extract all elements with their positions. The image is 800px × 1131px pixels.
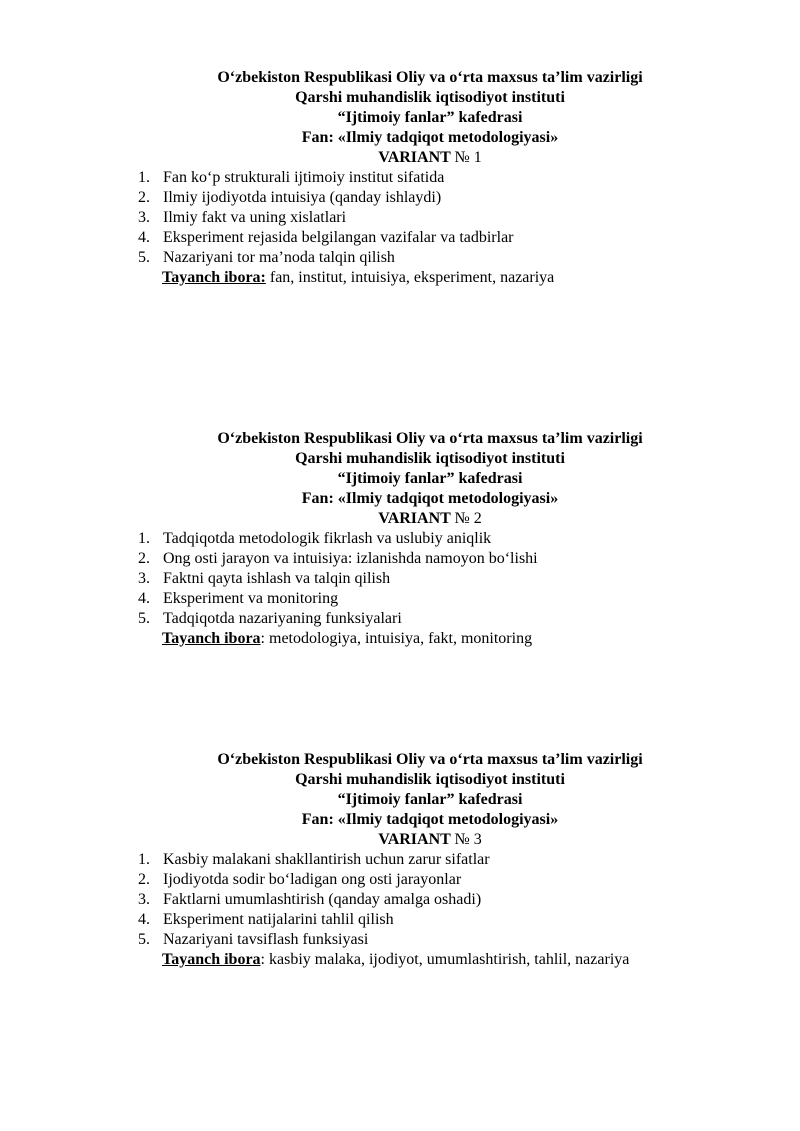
ministry-heading: O‘zbekiston Respublikasi Oliy va o‘rta maxsus ta’lim vazirligi (217, 430, 643, 447)
question-text: Nazariyani tor ma’noda talqin qilish (163, 249, 395, 266)
question-item (138, 208, 346, 228)
department-heading: “Ijtimoiy fanlar” kafedrasi (337, 791, 523, 808)
question-number: 5. (138, 610, 150, 627)
question-text: Ilmiy ijodiyotda intuisiya (qanday ishlaydi) (163, 189, 442, 206)
ministry-heading: O‘zbekiston Respublikasi Oliy va o‘rta maxsus ta’lim vazirligi (217, 751, 643, 768)
variant-title (0, 148, 800, 168)
question-item (138, 910, 394, 930)
keywords-line (162, 629, 532, 649)
variant-label: VARIANT (378, 831, 451, 848)
subject-heading: Fan: «Ilmiy tadqiqot metodologiyasi» (301, 490, 559, 507)
question-number: 4. (138, 590, 150, 607)
institute-heading: Qarshi muhandislik iqtisodiyot instituti (295, 89, 565, 106)
question-text: Ong osti jarayon va intuisiya: izlanishda namoyon bo‘lishi (163, 550, 538, 567)
question-text: Ijodiyotda sodir bo‘ladigan ong osti jarayonlar (163, 871, 462, 888)
variant-number: № 2 (454, 510, 482, 527)
question-number: 1. (138, 169, 150, 186)
keywords-text: : metodologiya, intuisiya, fakt, monitoring (260, 630, 533, 647)
subject-heading: Fan: «Ilmiy tadqiqot metodologiyasi» (301, 811, 559, 828)
question-text: Faktni qayta ishlash va talqin qilish (163, 570, 391, 587)
question-number: 2. (138, 189, 150, 206)
question-text: Tadqiqotda metodologik fikrlash va uslubiy aniqlik (163, 530, 492, 547)
question-item (138, 549, 538, 569)
question-text: Tadqiqotda nazariyaning funksiyalari (163, 610, 402, 627)
question-text: Kasbiy malakani shakllantirish uchun zarur sifatlar (163, 851, 490, 868)
question-number: 2. (138, 550, 150, 567)
variant-title (0, 830, 800, 850)
keywords-line (162, 268, 554, 288)
institute-heading: Qarshi muhandislik iqtisodiyot instituti (295, 771, 565, 788)
ministry-heading: O‘zbekiston Respublikasi Oliy va o‘rta maxsus ta’lim vazirligi (217, 69, 643, 86)
question-number: 5. (138, 249, 150, 266)
keywords-label: Tayanch ibora (162, 630, 261, 647)
question-text: Fan ko‘p strukturali ijtimoiy institut sifatida (163, 169, 445, 186)
keywords-text: : kasbiy malaka, ijodiyot, umumlashtirish, tahlil, nazariya (260, 951, 630, 968)
question-number: 1. (138, 851, 150, 868)
question-text: Nazariyani tavsiflash funksiyasi (163, 931, 369, 948)
variant-number: № 3 (454, 831, 482, 848)
question-item (138, 890, 481, 910)
question-number: 4. (138, 911, 150, 928)
question-item (138, 529, 491, 549)
question-number: 5. (138, 931, 150, 948)
variant-title (0, 509, 800, 529)
question-number: 2. (138, 871, 150, 888)
variant-number: № 1 (454, 149, 482, 166)
subject-heading: Fan: «Ilmiy tadqiqot metodologiyasi» (301, 129, 559, 146)
question-item (138, 569, 390, 589)
department-heading: “Ijtimoiy fanlar” kafedrasi (337, 470, 523, 487)
question-item (138, 870, 461, 890)
question-item (138, 850, 490, 870)
keywords-line (162, 950, 629, 970)
question-item (138, 228, 514, 248)
question-item (138, 589, 338, 609)
question-text: Ilmiy fakt va uning xislatlari (163, 209, 347, 226)
question-number: 3. (138, 209, 150, 226)
institute-heading: Qarshi muhandislik iqtisodiyot instituti (295, 450, 565, 467)
question-item (138, 609, 402, 629)
variant-label: VARIANT (378, 510, 451, 527)
keywords-label: Tayanch ibora (162, 951, 261, 968)
department-heading: “Ijtimoiy fanlar” kafedrasi (337, 109, 523, 126)
question-text: Faktlarni umumlashtirish (qanday amalga oshadi) (163, 891, 482, 908)
question-text: Eksperiment rejasida belgilangan vazifalar va tadbirlar (163, 229, 514, 246)
question-text: Eksperiment natijalarini tahlil qilish (163, 911, 394, 928)
keywords-label: Tayanch ibora: (162, 269, 266, 286)
question-text: Eksperiment va monitoring (163, 590, 339, 607)
question-item (138, 930, 368, 950)
variant-label: VARIANT (378, 149, 451, 166)
question-item (138, 168, 444, 188)
question-number: 3. (138, 891, 150, 908)
question-item (138, 188, 441, 208)
question-number: 3. (138, 570, 150, 587)
keywords-text: fan, institut, intuisiya, eksperiment, nazariya (265, 269, 555, 286)
question-item (138, 248, 395, 268)
question-number: 4. (138, 229, 150, 246)
question-number: 1. (138, 530, 150, 547)
